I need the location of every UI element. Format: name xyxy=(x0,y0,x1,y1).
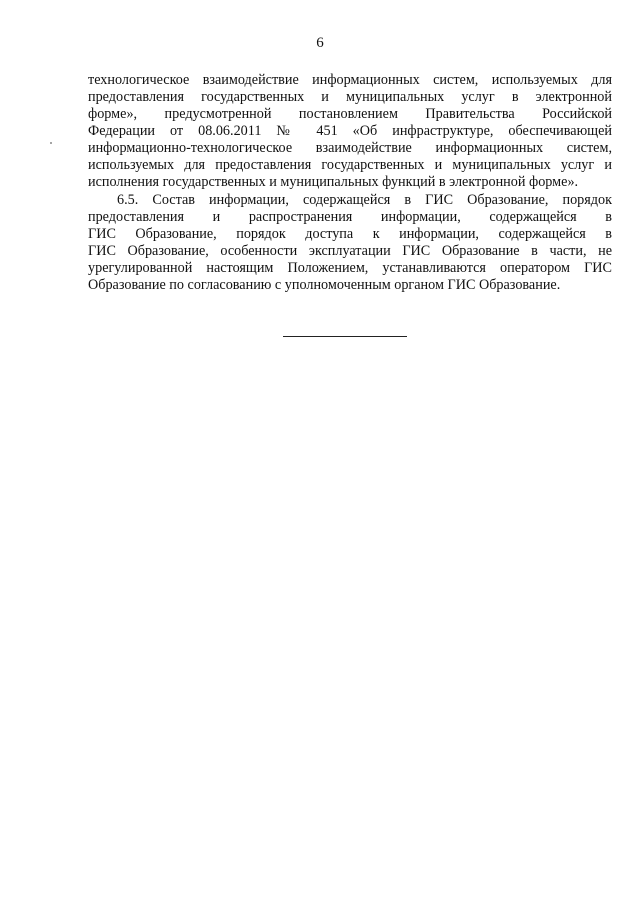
text-line: урегулированной настоящим Положением, устанавливаются оператором ГИС xyxy=(88,260,612,276)
text-line: исполнения государственных и муниципальных функций в электронной форме». xyxy=(88,174,579,190)
text-line: предоставления государственных и муниципальных услуг в электронной xyxy=(88,89,612,105)
page-number: 6 xyxy=(316,35,324,51)
text-line: форме», предусмотренной постановлением Правительства Российской xyxy=(88,106,612,122)
text-line: ГИС Образование, особенности эксплуатации ГИС Образование в части, не xyxy=(88,243,612,259)
text-line: предоставления и распространения информации, содержащейся в xyxy=(88,209,612,225)
text-line: ГИС Образование, порядок доступа к информации, содержащейся в xyxy=(88,226,612,242)
text-line: информационно-технологическое взаимодействие информационных систем, xyxy=(88,140,612,156)
text-line: технологическое взаимодействие информационных систем, используемых для xyxy=(88,72,612,88)
margin-mark xyxy=(50,142,52,144)
text-line: Федерации от 08.06.2011 № 451 «Об инфраструктуре, обеспечивающей xyxy=(88,123,612,139)
text-line: 6.5. Состав информации, содержащейся в ГИС Образование, порядок xyxy=(117,192,612,208)
end-divider xyxy=(283,336,407,337)
text-line: используемых для предоставления государственных и муниципальных услуг и xyxy=(88,157,612,173)
text-line: Образование по согласованию с уполномоченным органом ГИС Образование. xyxy=(88,277,561,293)
